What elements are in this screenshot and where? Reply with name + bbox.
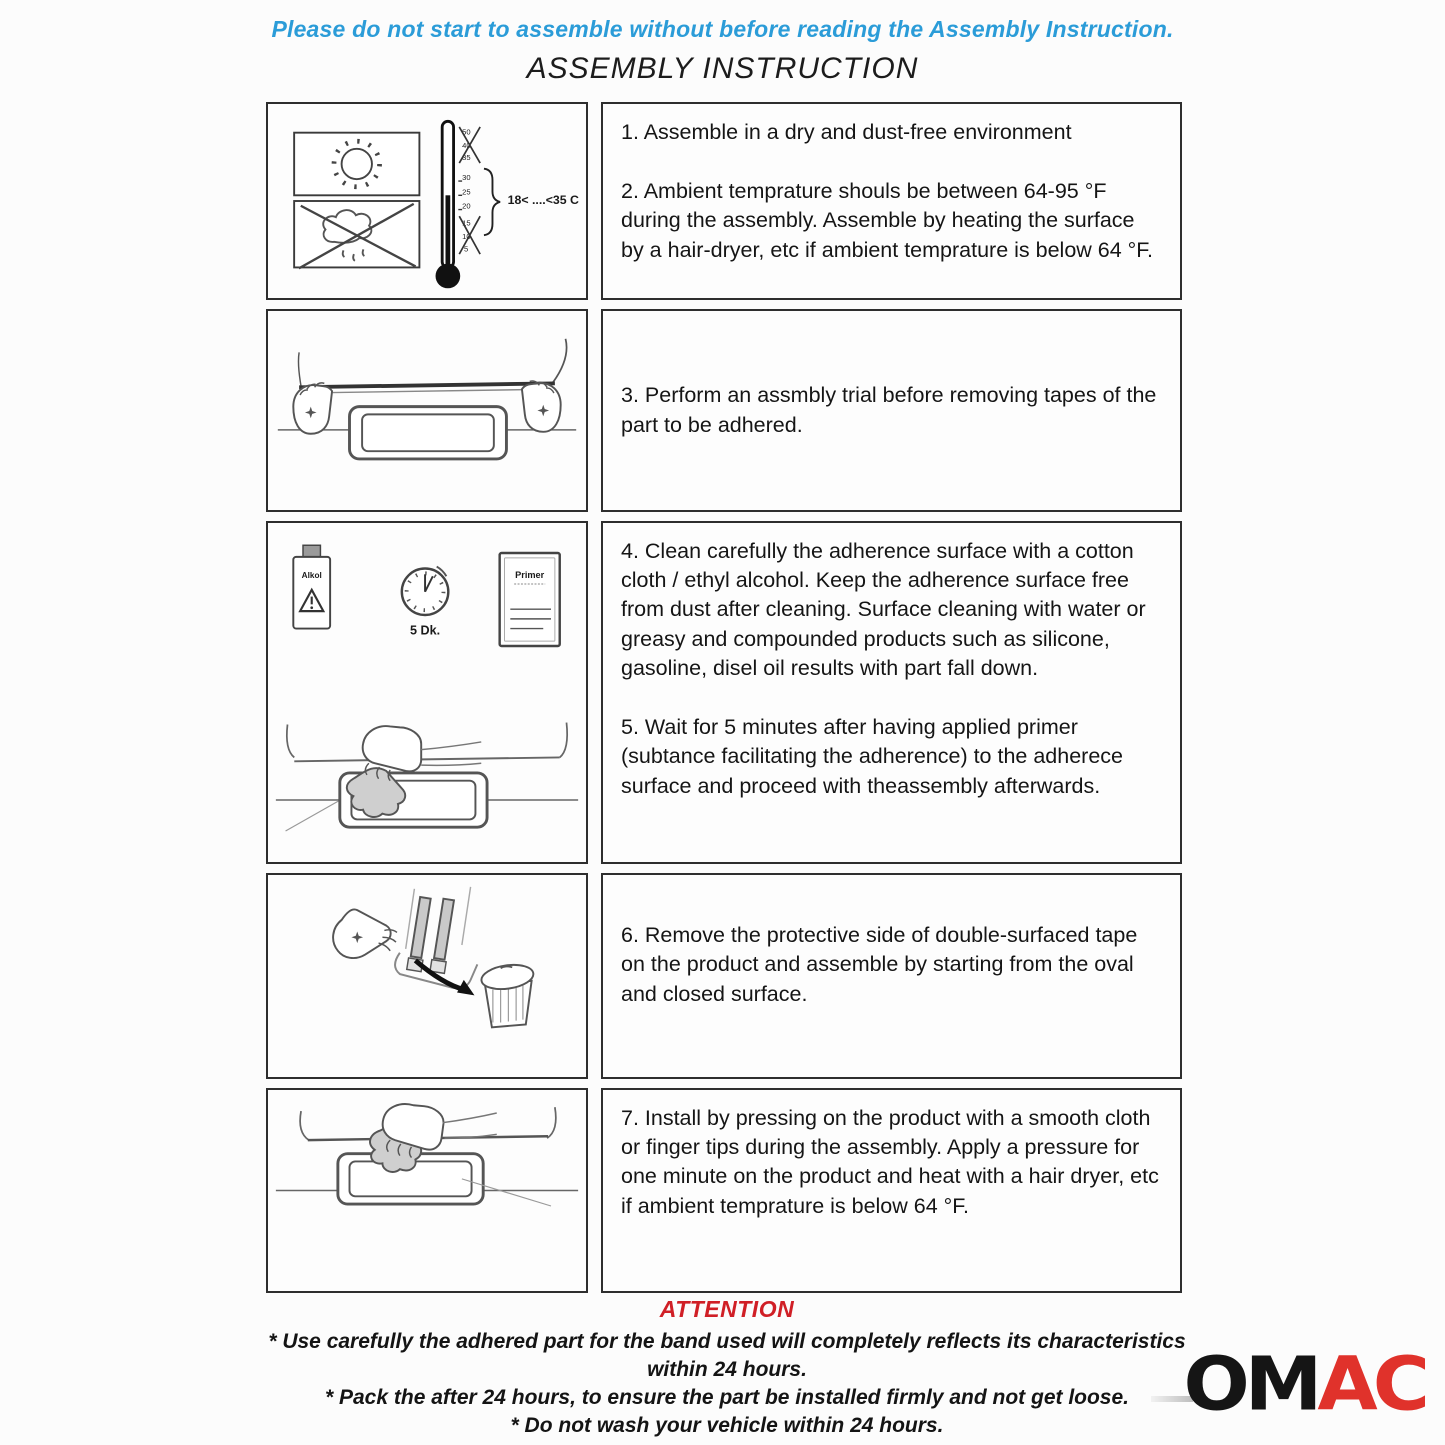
scale-tick: 25: [462, 187, 471, 197]
header-notice: Please do not start to assemble without before reading the Assembly Instruction.: [271, 16, 1174, 42]
sun-icon: [294, 133, 419, 196]
page-title: ASSEMBLY INSTRUCTION: [526, 52, 919, 85]
hands-holding-trim-illustration: [272, 315, 582, 506]
step-text-1: [601, 102, 1182, 300]
scale-tick: 10: [462, 231, 471, 241]
attention-item: * Use carefully the adhered part for the band used will completely reflects its characteristics within 24 hours.: [268, 1330, 1186, 1381]
clock-label: 5 Dk.: [410, 623, 441, 638]
scale-tick: 40: [462, 140, 471, 150]
step-text-5: [601, 1088, 1182, 1293]
step-4: 4. Clean carefully the adherence surface with a cotton cloth / ethyl alcohol. Keep the adherence surface free from dust after cleaning. Surface cleaning with water or greasy and compounded products such as silicone, gasoline, disel oil results with part fall down.: [621, 539, 1146, 680]
step-text-2: [601, 309, 1182, 512]
table-row: [266, 521, 1182, 864]
cleaning-illustration: [272, 527, 582, 858]
wiping-hand-illustration: [276, 723, 578, 832]
arrow-head: [457, 980, 474, 996]
thermometer-icon: [436, 121, 579, 288]
step-text-3: [601, 521, 1182, 864]
table-row: [266, 309, 1182, 512]
scale-tick: 20: [462, 201, 471, 211]
attention-item: * Pack the after 24 hours, to ensure the part be installed firmly and not get loose.: [324, 1385, 1130, 1409]
step-6: 6. Remove the protective side of double-surfaced tape on the product and assemble by starting from the oval and closed surface.: [621, 923, 1138, 1006]
step-5: 5. Wait for 5 minutes after having applied primer (subtance facilitating the adherence) to the adherece surface and proceed with theassembly afterwards.: [621, 715, 1123, 798]
step-3: 3. Perform an assmbly trial before removing tapes of the part to be adhered.: [621, 383, 1157, 437]
scale-tick: 35: [462, 153, 471, 163]
step-1: 1. Assemble in a dry and dust-free environment: [621, 120, 1072, 144]
trash-can-icon: [480, 962, 535, 1028]
hand-icon: [333, 909, 397, 958]
omac-logo: [1183, 1342, 1425, 1428]
figure-environment: [266, 102, 588, 300]
hand-icon: [363, 726, 422, 771]
instruction-table: [266, 102, 1182, 1293]
table-row: [266, 102, 1182, 300]
clock-icon: [402, 567, 449, 638]
attention-title: ATTENTION: [659, 1296, 795, 1322]
environment-illustration: [272, 108, 582, 294]
table-row: [266, 873, 1182, 1079]
omac-logo-red: AC: [1317, 1342, 1425, 1428]
scale-tick: 30: [462, 173, 471, 183]
omac-logo-black: OM: [1183, 1342, 1318, 1428]
scale-tick: 50: [462, 127, 471, 137]
figure-trial: [266, 309, 588, 512]
primer-sheet-icon: [500, 553, 560, 646]
scale-tick: 5: [464, 244, 469, 254]
table-row: [266, 1088, 1182, 1293]
left-hand-icon: [293, 383, 332, 434]
tape-strips-icon: [407, 895, 456, 976]
no-rain-icon: [294, 201, 419, 268]
bottle-label: Alkol: [301, 571, 322, 581]
tape-removal-illustration: [272, 879, 582, 1073]
step-2: 2. Ambient temprature shouls be between 64-95 °F during the assembly. Assemble by heating the surface by a hair-dryer, etc if ambient temprature is below 64 °F.: [621, 179, 1153, 262]
attention-section: [252, 1296, 1202, 1440]
scale-tick: 15: [462, 218, 471, 228]
figure-cleaning: [266, 521, 588, 864]
attention-item: * Do not wash your vehicle within 24 hours.: [510, 1413, 944, 1437]
primer-label: Primer: [515, 570, 545, 581]
figure-pressing: [266, 1088, 588, 1293]
right-hand-icon: [522, 381, 561, 432]
figure-tape-removal: [266, 873, 588, 1079]
step-text-4: [601, 873, 1182, 1079]
step-7: 7. Install by pressing on the product with a smooth cloth or finger tips during the assembly. Apply a pressure for one minute on the product and heat with a hair dryer, etc if ambient temprature is below 64 °F.: [621, 1106, 1159, 1218]
temperature-range-label: 18< ....<35 C: [507, 192, 579, 207]
pressing-hand-illustration: [272, 1094, 582, 1287]
alcohol-bottle-icon: [293, 545, 330, 628]
